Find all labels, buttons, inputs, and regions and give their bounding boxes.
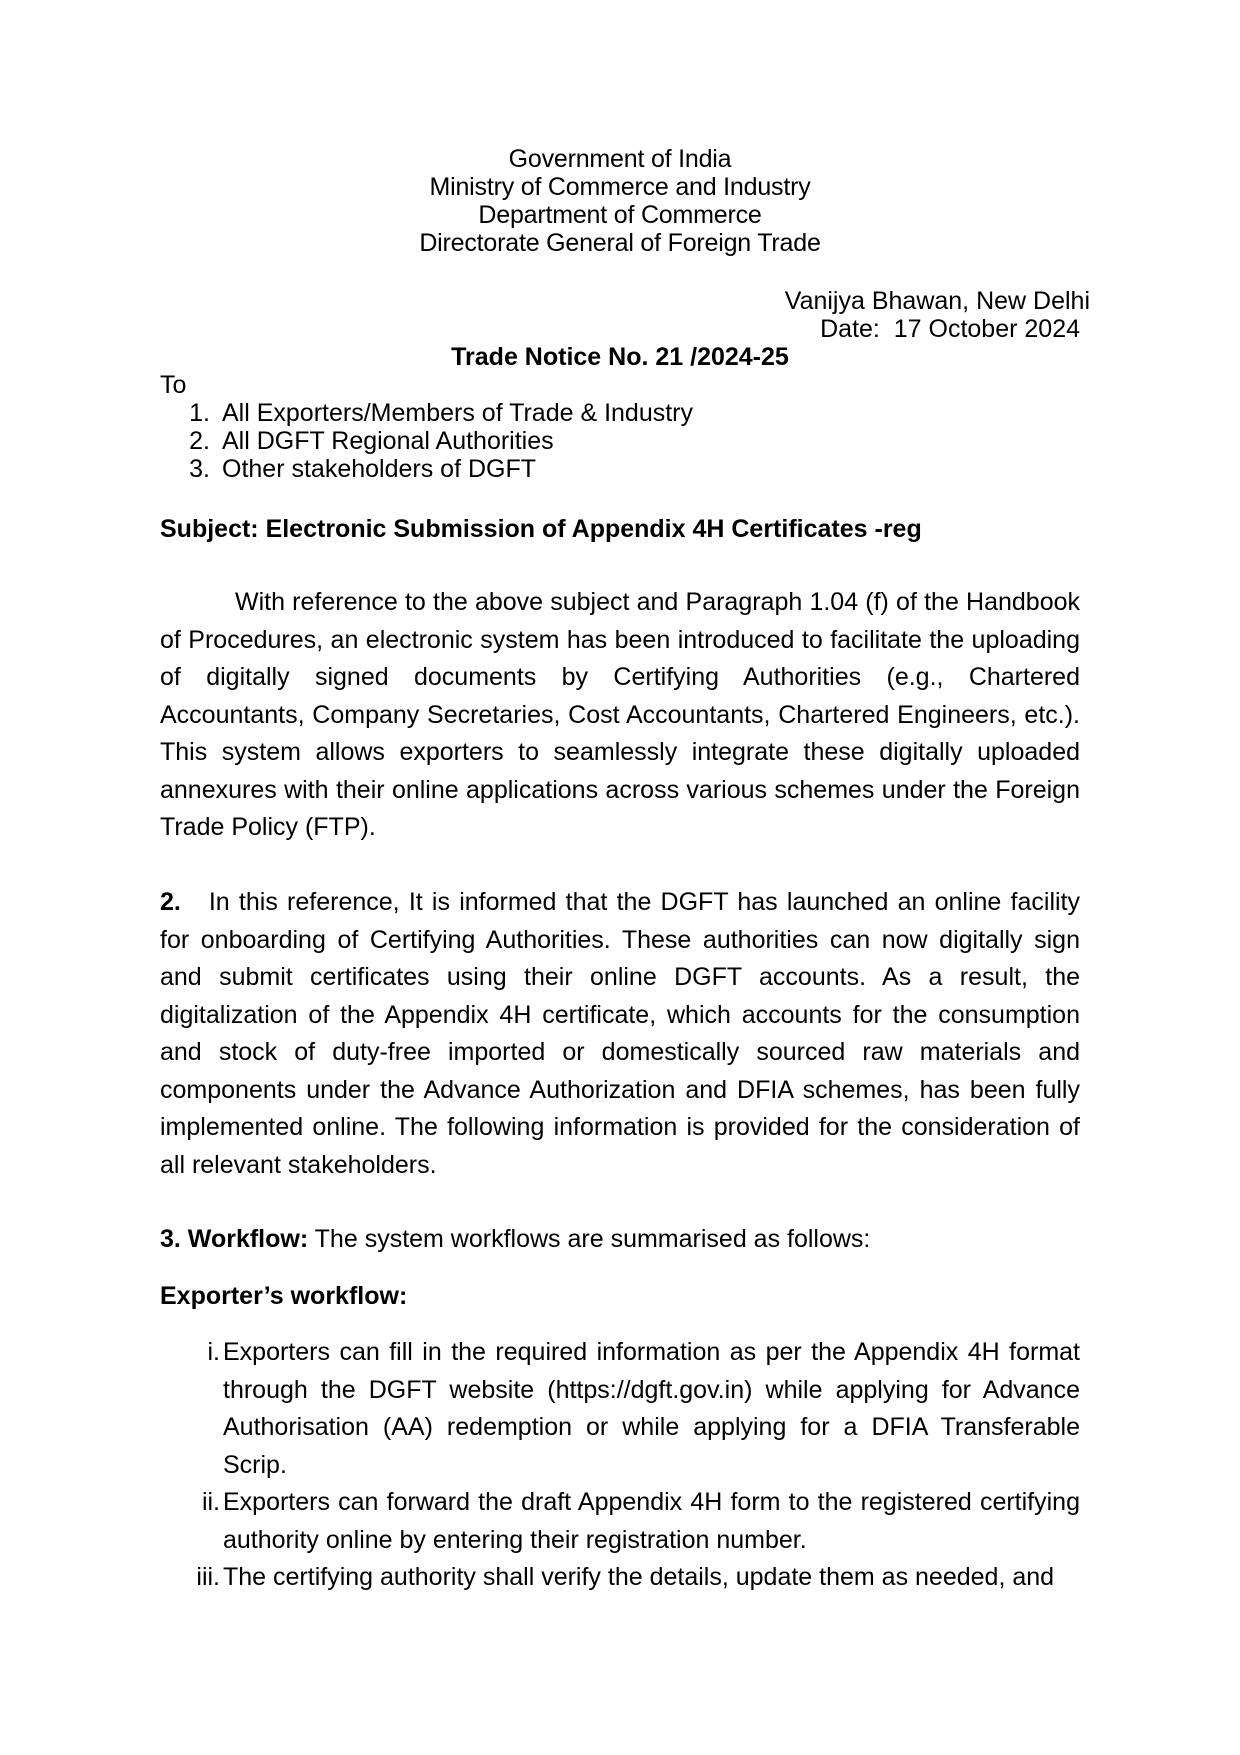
header-ministry: Ministry of Commerce and Industry: [429, 173, 811, 201]
workflow-item-number: ii.: [201, 1488, 220, 1516]
header-government: Government of India: [508, 145, 732, 173]
trade-notice-number: Trade Notice No. 21 /2024-25: [451, 343, 789, 371]
to-label: To: [160, 371, 187, 399]
workflow-item-text: Exporters can fill in the required information as per the Appendix 4H format through the DGFT website (https://dgft.gov.in) while applying for Advance Authorisation (AA) redemption or while applying for a DFIA Transferable Scrip.: [223, 1338, 1080, 1479]
paragraph-2: [160, 884, 1080, 1184]
subject-line: Subject: Electronic Submission of Appendix 4H Certificates -reg: [160, 515, 922, 543]
date-text: Date: 17 October 2024: [820, 315, 1080, 343]
paragraph-1: [160, 584, 1080, 847]
addressee-number: 2.: [189, 427, 210, 455]
addressee-number: 1.: [189, 399, 210, 427]
workflow-intro: The system workflows are summarised as follows:: [308, 1225, 871, 1253]
header-department: Department of Commerce: [478, 201, 762, 229]
addressee-text: All Exporters/Members of Trade & Industry: [222, 399, 694, 427]
paragraph-2-number: 2.: [160, 888, 181, 916]
place-text: Vanijya Bhawan, New Delhi: [784, 287, 1090, 315]
workflow-item-number: iii.: [196, 1563, 220, 1591]
addressee-text: Other stakeholders of DGFT: [222, 455, 537, 483]
workflow-item-number: i.: [207, 1338, 220, 1366]
header-directorate: Directorate General of Foreign Trade: [419, 229, 821, 257]
paragraph-2-text: In this reference, It is informed that the DGFT has launched an online facility for onboarding of Certifying Authorities. These authorities can now digitally sign and submit certificates using their online DGFT accounts. As a result, the digitalization of the Appendix 4H certificate, which accounts for the consumption and stock of duty-free imported or domestically sourced raw materials and components under the Advance Authorization and DFIA schemes, has been fully implemented online. The following information is provided for the consideration of all relevant stakeholders.: [160, 888, 1080, 1179]
workflow-item-text: Exporters can forward the draft Appendix 4H form to the registered certifying authority online by entering their registration number.: [223, 1488, 1080, 1554]
addressee-text: All DGFT Regional Authorities: [222, 427, 554, 455]
workflow-label: 3. Workflow:: [160, 1225, 309, 1253]
paragraph-3: [160, 1221, 1080, 1259]
paragraph-1-text: With reference to the above subject and Paragraph 1.04 (f) of the Handbook of Procedures, an electronic system has been introduced to facilitate the uploading of digitally signed documents by Certifying Authorities (e.g., Chartered Accountants, Company Secretaries, Cost Accountants, Chartered Engineers, etc.). This system allows exporters to seamlessly integrate these digitally uploaded annexures with their online applications across various schemes under the Foreign Trade Policy (FTP).: [160, 588, 1080, 841]
addressee-number: 3.: [189, 455, 210, 483]
exporter-workflow-heading: Exporter’s workflow:: [160, 1282, 408, 1310]
workflow-item-text: The certifying authority shall verify the details, update them as needed, and: [223, 1563, 1055, 1591]
